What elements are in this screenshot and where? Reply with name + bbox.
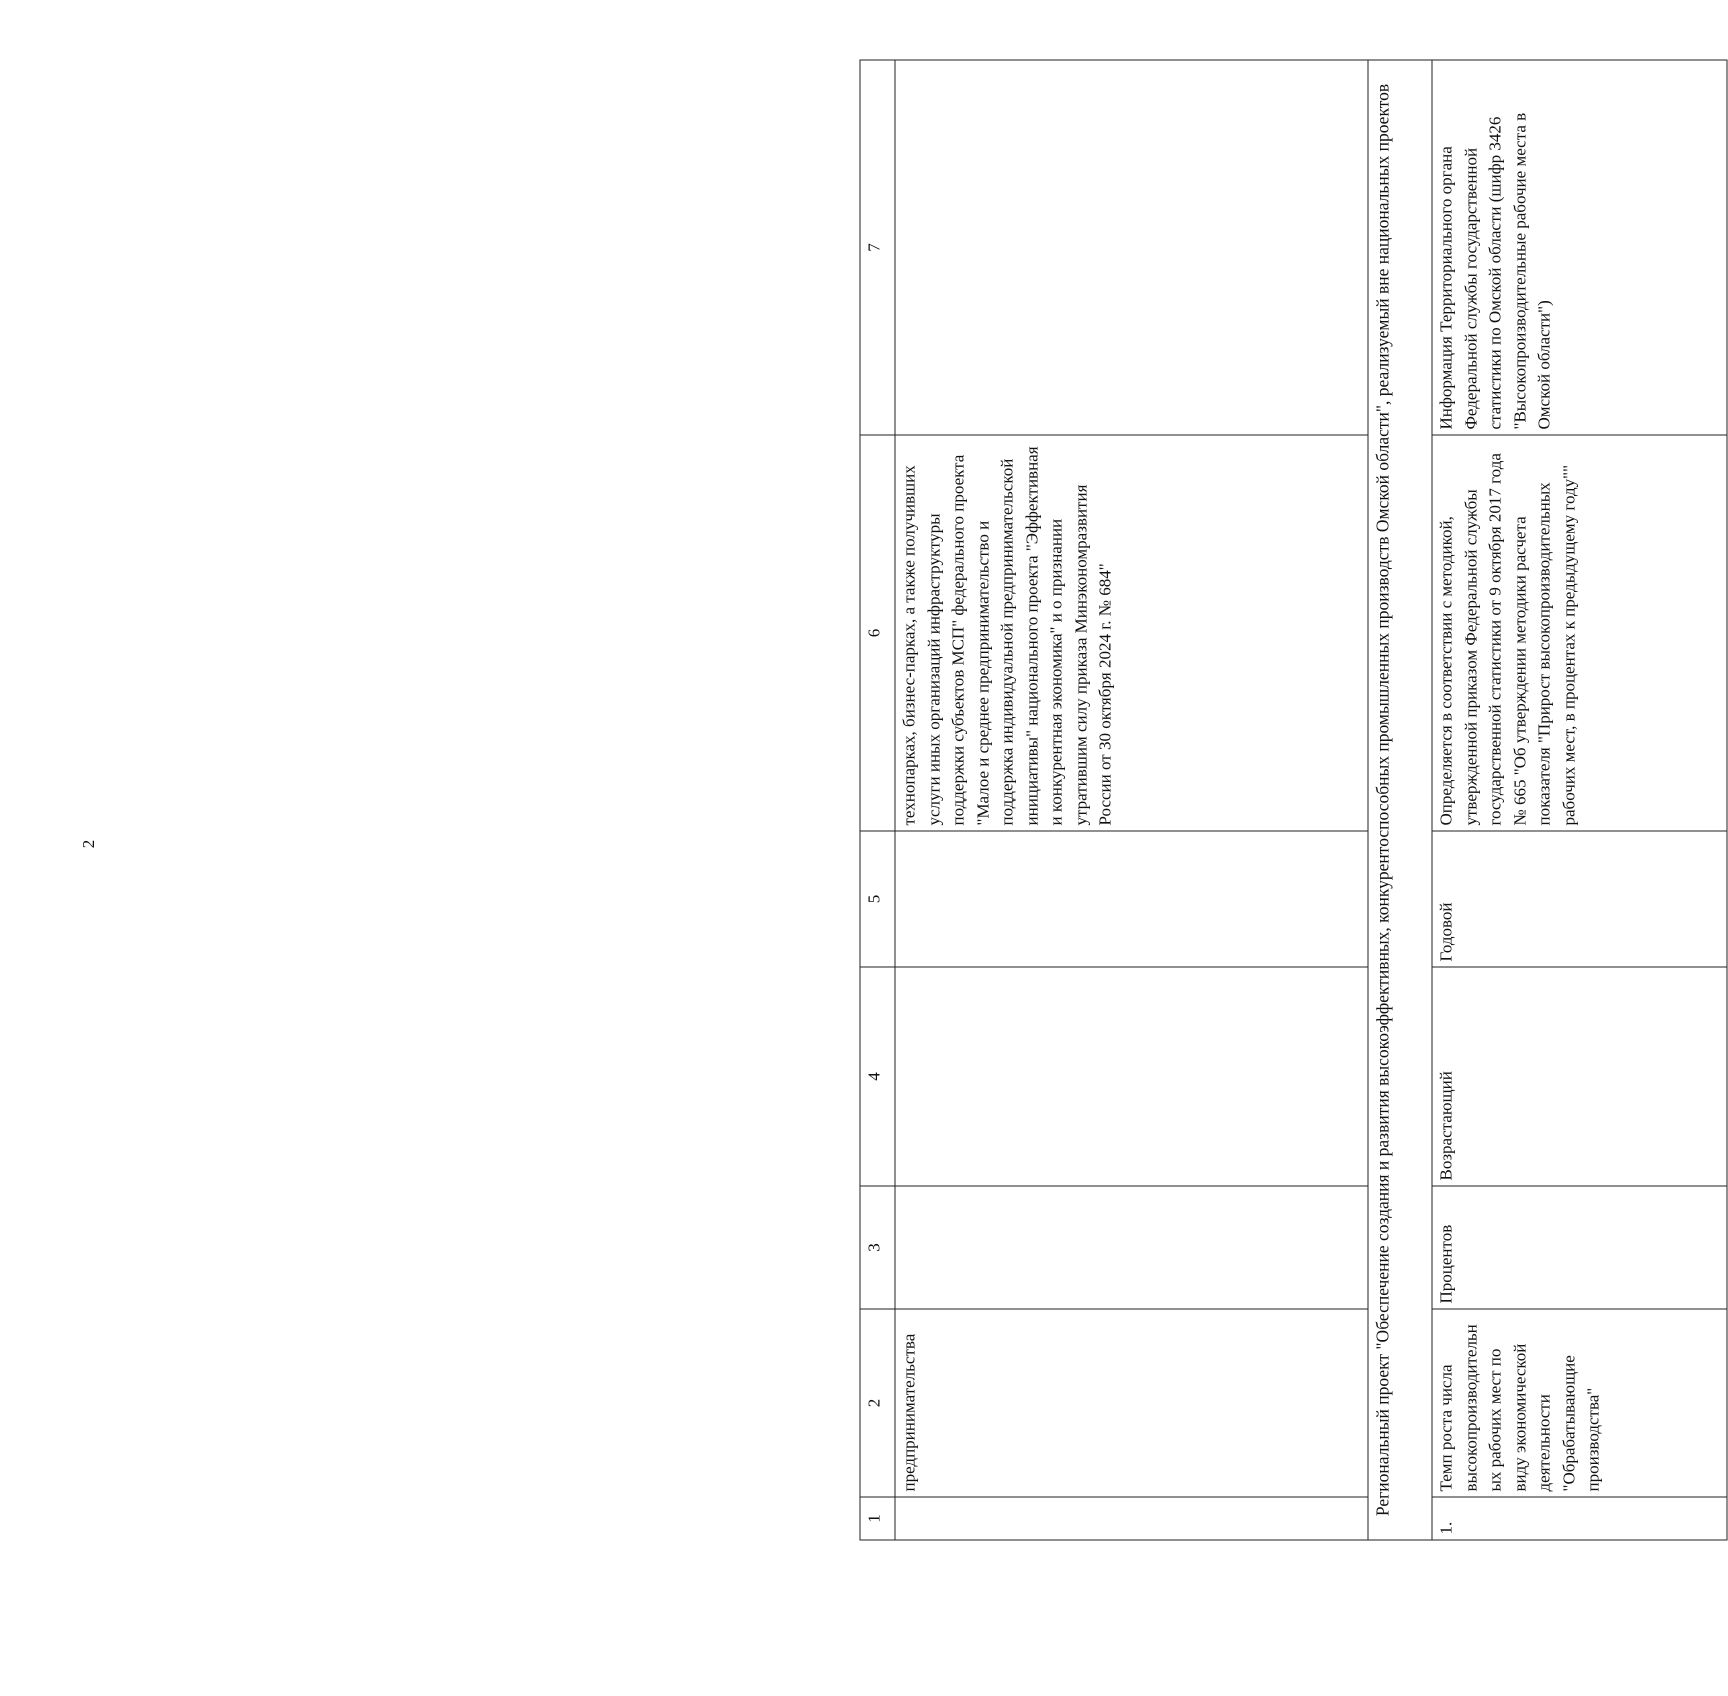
page-number: 2 xyxy=(79,839,98,849)
cell-periodicity xyxy=(895,831,1368,967)
cell-number xyxy=(895,1497,1368,1540)
cell-dynamics xyxy=(895,967,1368,1186)
table-row xyxy=(1432,60,1727,1540)
cell-indicator-name: Темп роста числа высокопроизводительных рабочих мест по виду экономической деятельности "Обрабатывающие производства" xyxy=(1432,1309,1727,1497)
table-section-row xyxy=(1368,60,1432,1540)
cell-source xyxy=(895,60,1368,435)
table-row-continuation xyxy=(895,60,1368,1540)
cell-dynamics: Возрастающий xyxy=(1432,967,1727,1186)
column-number-5: 5 xyxy=(860,831,895,967)
column-number-3: 3 xyxy=(860,1186,895,1309)
cell-methodology: технопарках, бизнес-парках, а также получивших услуги иных организаций инфраструктуры поддержки субъектов МСП" федерального проекта "Малое и среднее предпринимательство и поддержка индивидуальной предпринимательской инициативы" национального проекта "Эффективная и конкурентная экономика" и о признании утратившим силу приказа Минэкономразвития России от 30 октября 2024 г. № 684" xyxy=(895,435,1368,831)
cell-methodology: Определяется в соответствии с методикой, утвержденной приказом Федеральной службы государственной статистики от 9 октября 2017 года № 665 "Об утверждении методики расчета показателя "Прирост высокопроизводительных рабочих мест, в процентах к предыдущему году"" xyxy=(1432,435,1727,831)
column-number-2: 2 xyxy=(860,1309,895,1497)
column-number-4: 4 xyxy=(860,967,895,1186)
column-number-7: 7 xyxy=(860,60,895,435)
cell-source: Информация Территориального органа Федеральной службы государственной статистики по Омской области (шифр 3426 "Высокопроизводительные рабочие места в Омской области") xyxy=(1432,60,1727,435)
cell-number: 1. xyxy=(1432,1497,1727,1540)
section-title: Региональный проект "Обеспечение создания и развития высокоэффективных, конкурентоспособных промышленных производств Омской области", реализуемый вне национальных проектов xyxy=(1368,60,1432,1540)
cell-unit: Процентов xyxy=(1432,1186,1727,1309)
cell-unit xyxy=(895,1186,1368,1309)
column-number-6: 6 xyxy=(860,435,895,831)
cell-periodicity: Годовой xyxy=(1432,831,1727,967)
table-header-row xyxy=(860,60,895,1540)
column-number-1: 1 xyxy=(860,1497,895,1540)
rotated-table-wrapper xyxy=(860,61,1713,1541)
indicators-table xyxy=(860,60,1728,1541)
cell-indicator-name: предпринимательства xyxy=(895,1309,1368,1497)
